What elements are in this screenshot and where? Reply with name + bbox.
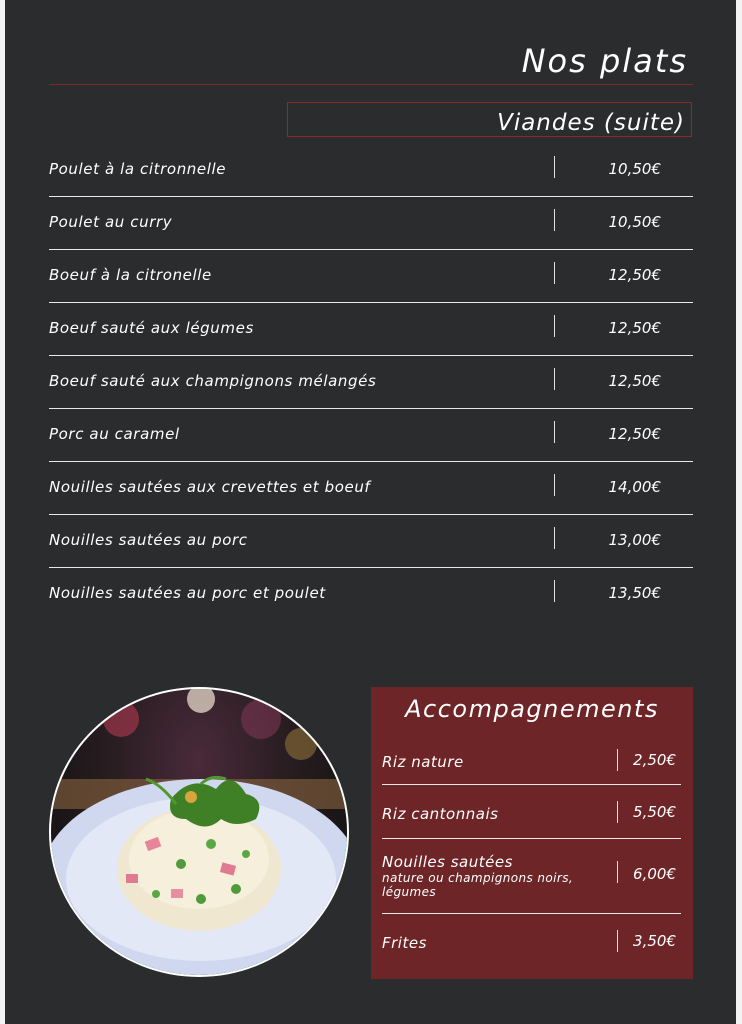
dish-name: Nouilles sautées au porc et poulet [49, 584, 326, 602]
dish-row [49, 409, 693, 462]
dish-price: 13,50€ [608, 584, 661, 602]
dish-price: 10,50€ [608, 160, 661, 178]
dish-name: Boeuf sauté aux champignons mélangés [49, 372, 377, 390]
dish-row [49, 462, 693, 515]
dish-name: Boeuf à la citronelle [49, 266, 212, 284]
dish-row [49, 303, 693, 356]
title-divider [49, 84, 693, 85]
column-divider [617, 930, 618, 952]
dish-price: 12,50€ [608, 372, 661, 390]
dish-list [49, 144, 693, 620]
column-divider [617, 801, 618, 823]
column-divider [554, 421, 555, 443]
dish-row [49, 250, 693, 303]
side-name: Riz nature [382, 753, 464, 771]
dish-row [49, 568, 693, 620]
side-row [382, 914, 681, 974]
side-description: nature ou champignons noirs, légumes [382, 871, 574, 899]
side-name: Riz cantonnais [382, 805, 499, 823]
fried-rice-photo [49, 687, 349, 977]
side-price: 3,50€ [633, 932, 676, 950]
column-divider [554, 209, 555, 231]
side-price: 5,50€ [633, 803, 676, 821]
column-divider [554, 262, 555, 284]
dish-price: 12,50€ [608, 266, 661, 284]
dish-price: 14,00€ [608, 478, 661, 496]
section-header-box [287, 102, 692, 137]
section-title: Viandes (suite) [497, 110, 685, 136]
sides-title: Accompagnements [405, 695, 659, 723]
menu-page [5, 0, 736, 1024]
column-divider [554, 580, 555, 602]
dish-price: 12,50€ [608, 319, 661, 337]
side-name: Frites [382, 934, 427, 952]
dish-row [49, 515, 693, 568]
dish-price: 12,50€ [608, 425, 661, 443]
column-divider [554, 156, 555, 178]
dish-name: Poulet au curry [49, 213, 173, 231]
dish-name: Boeuf sauté aux légumes [49, 319, 254, 337]
column-divider [554, 527, 555, 549]
column-divider [554, 315, 555, 337]
sides-panel [371, 687, 693, 979]
column-divider [617, 861, 618, 883]
dish-row [49, 197, 693, 250]
sides-list [382, 735, 681, 974]
dish-name: Poulet à la citronnelle [49, 160, 227, 178]
page-title: Nos plats [521, 42, 688, 80]
side-row [382, 839, 681, 914]
dish-name: Nouilles sautées aux crevettes et boeuf [49, 478, 371, 496]
dish-name: Porc au caramel [49, 425, 180, 443]
side-price: 6,00€ [633, 865, 676, 883]
side-name: Nouilles sautées [382, 853, 513, 871]
side-price: 2,50€ [633, 751, 676, 769]
side-row [382, 785, 681, 839]
side-row [382, 735, 681, 785]
column-divider [617, 749, 618, 771]
dish-price: 10,50€ [608, 213, 661, 231]
fried-rice-illustration [51, 689, 347, 975]
dish-name: Nouilles sautées au porc [49, 531, 248, 549]
column-divider [554, 368, 555, 390]
column-divider [554, 474, 555, 496]
dish-row [49, 356, 693, 409]
dish-price: 13,00€ [608, 531, 661, 549]
dish-row [49, 144, 693, 197]
